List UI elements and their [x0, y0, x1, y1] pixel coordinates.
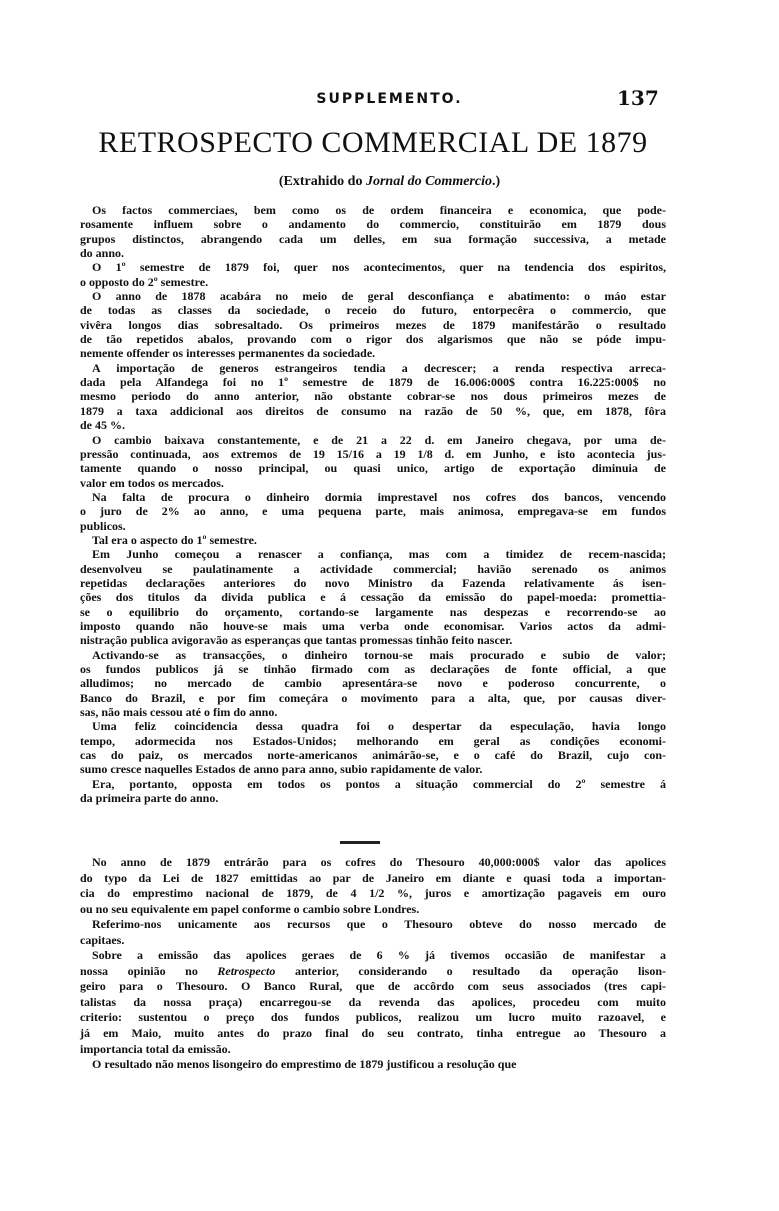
text-line: O cambio baixava constantemente, e de 21 a 22 d. em Janeiro chegava, por uma de- — [92, 432, 666, 447]
paragraph — [80, 1057, 666, 1073]
text-line: publicos. — [80, 518, 126, 533]
text-line: nistração publica avigoravão as esperanças que tantas promessas tinhão feito nascer. — [80, 633, 513, 648]
text-line: O 1º semestre de 1879 foi, quer nos acontecimentos, quer na tendencia dos espiritos, — [92, 260, 666, 275]
text-line: o juro de 2% ao anno, e uma pequena parte, mais animosa, empregava-se em fundos — [80, 504, 666, 519]
text-line: tamente quando o nosso principal, ou quasi unico, artigo de exportação diminuia de — [80, 461, 666, 476]
paragraph — [80, 260, 666, 289]
text-line: de todas as classes da sociedade, o receio do futuro, entorpecêra o commercio, que — [80, 303, 666, 318]
paragraph — [80, 490, 666, 533]
text-line: se o equilibrio do orçamento, cortando-se largamente nas despezas e recorrendo-se ao — [80, 604, 666, 619]
text-line: cas do paiz, os mercados norte-americanos animárão-se, e o café do Brazil, cujo con- — [80, 748, 666, 763]
text-line: desenvolveu se paulatinamente a actividade commercial; havião serenado os animos — [80, 561, 666, 576]
paragraph — [80, 719, 666, 776]
text-line: Era, portanto, opposta em todos os pontos a situação commercial do 2º semestre á — [92, 776, 666, 791]
section-divider — [340, 841, 380, 844]
subtitle-source: Jornal do Commercio — [365, 174, 492, 189]
text-line: ou no seu equivalente em papel conforme o cambio sobre Londres. — [80, 901, 420, 916]
article-title: RETROSPECTO COMMERCIAL DE 1879 — [98, 126, 648, 159]
paragraph — [80, 361, 666, 433]
text-line: A importação de generos estrangeiros tendia a decrescer; a renda respectiva arreca- — [92, 360, 666, 375]
text-line: cia do emprestimo nacional de 1879, de 4 1/2 %, juros e amortização pagaveis em ouro — [80, 886, 666, 901]
text-line: do anno. — [80, 246, 125, 261]
paragraph — [80, 648, 666, 720]
text-line: do typo da Lei de 1827 emittidas ao par de Janeiro em diante e quasi toda a importan- — [80, 870, 666, 885]
text-line: importancia total da emissão. — [80, 1041, 231, 1056]
text-line: de tão repetidos abalos, provando com o rigor dos algarismos que não se póde impu- — [80, 332, 666, 347]
paragraph — [80, 203, 666, 260]
paragraph — [80, 917, 666, 948]
text-line: já em Maio, muito antes do prazo final do seu contrato, tinha entregue ao Thesouro a — [80, 1026, 666, 1041]
text-segment: nossa opinião no — [80, 963, 218, 978]
text-line: Sobre a emissão das apolices geraes de 6 % já tivemos occasião de manifestar a — [92, 948, 666, 963]
article-subtitle — [0, 174, 779, 190]
text-line: pressão continuada, aos extremos de 19 15/16 a 19 1/8 d. em Junho, e isto acontecia jus- — [80, 446, 666, 461]
text-line: Referimo-nos unicamente aos recursos que o Thesouro obteve do nosso mercado de — [92, 917, 666, 932]
text-line: O resultado não menos lisongeiro do emprestimo de 1879 justificou a resolução que — [92, 1057, 517, 1072]
text-line: valor em todos os mercados. — [80, 475, 224, 490]
text-line: criterio: sustentou o preço dos fundos publicos, realizou um lucro muito razoavel, e — [80, 1010, 666, 1025]
text-segment: anterior, considerando o resultado da operação lison- — [275, 963, 666, 978]
text-line: os fundos publicos já se tinhão firmado com as declarações de fonte official, a que — [80, 662, 666, 676]
text-line: Tal era o aspecto do 1º semestre. — [92, 532, 257, 547]
text-line: Na falta de procura o dinheiro dormia imprestavel nos cofres dos bancos, vencendo — [92, 489, 666, 504]
text-line: da primeira parte do anno. — [80, 791, 219, 806]
text-line: No anno de 1879 entrárão para os cofres do Thesouro 40,000:000$ valor das apolices — [92, 855, 666, 869]
paragraph — [80, 289, 666, 361]
text-line: sumo cresce naquelles Estados de anno para anno, subio rapidamente de valor. — [80, 762, 483, 777]
subtitle-suffix: .) — [491, 174, 501, 189]
text-line: talistas da nossa praça) encarregou-se da revenda das apolices, procedeu com muito — [80, 994, 666, 1009]
text-block-second-section — [80, 855, 666, 1073]
text-line: nemente offender os interesses permanentes da sociedade. — [80, 346, 376, 361]
paragraph — [80, 433, 666, 490]
text-line: capitaes. — [80, 932, 125, 947]
text-line: o opposto do 2º semestre. — [80, 274, 209, 289]
text-line: geiro para o Thesouro. O Banco Rural, que de accôrdo com seus associados (tres capi- — [80, 979, 666, 994]
running-title: SUPPLEMENTO. — [316, 91, 463, 107]
paragraph — [80, 547, 666, 647]
page-number: 137 — [617, 86, 659, 110]
text-line: alludimos; no mercado de cambio apresentára-se novo e poderoso concurrente, o — [80, 676, 666, 691]
paragraph — [80, 948, 666, 1057]
paragraph — [80, 533, 666, 547]
text-line: vivêra longos dias sobresaltado. Os primeiros mezes de 1879 manifestárão o resultado — [80, 317, 666, 332]
text-line: grupos distinctos, abrangendo cada um delles, em sua formação successiva, a metade — [80, 231, 666, 246]
text-line: dada pela Alfandega foi no 1º semestre de 1879 de 16.006:000$ contra 16.225:000$ no — [80, 375, 666, 390]
text-line: imposto quando não houve-se mais uma verba onde economisar. Varios actos da admi- — [80, 618, 666, 633]
subtitle-prefix: (Extrahido do — [278, 174, 366, 189]
text-line: sas, não mais cessou até o fim do anno. — [80, 705, 278, 720]
text-line: Uma feliz coincidencia dessa quadra foi o despertar da especulação, havia longo — [92, 719, 666, 734]
paragraph — [80, 855, 666, 917]
text-line: Os factos commerciaes, bem como os de ordem financeira e economica, que pode- — [92, 203, 666, 217]
text-line: mesmo periodo do anno anterior, não obstante cobrar-se nos dous primeiros mezes de — [80, 389, 666, 404]
text-line: 1879 a taxa addicional aos direitos de consumo na razão de 50 %, que, em 1878, fôra — [80, 403, 666, 418]
paragraph — [80, 777, 666, 806]
text-line: Em Junho começou a renascer a confiança, mas com a timidez de recem-nascida; — [92, 547, 666, 562]
text-line: repetidas declarações anteriores do novo Ministro da Fazenda relativamente ás isen- — [80, 575, 666, 590]
text-line: O anno de 1878 acabára no meio de geral desconfiança e abatimento: o máo estar — [92, 289, 666, 304]
italic-title: Retrospecto — [217, 963, 276, 978]
text-line — [80, 964, 666, 980]
text-line: ções dos titulos da divida publica e á cessação da emissão do papel-moeda: promettia- — [80, 590, 666, 605]
text-line: Banco do Brazil, e por fim começára o movimento para a alta, que, por causas diver- — [80, 690, 666, 705]
text-line: tempo, adormecida nos Estados-Unidos; melhorando em geral as condições economi- — [80, 733, 666, 748]
text-line: rosamente influem sobre o andamento do commercio, constituirão em 1879 dous — [80, 217, 666, 232]
text-line: de 45 %. — [80, 418, 125, 433]
text-block-first-section — [80, 203, 666, 805]
text-line: Activando-se as transacções, o dinheiro tornou-se mais procurado e subio de valor; — [92, 647, 666, 662]
